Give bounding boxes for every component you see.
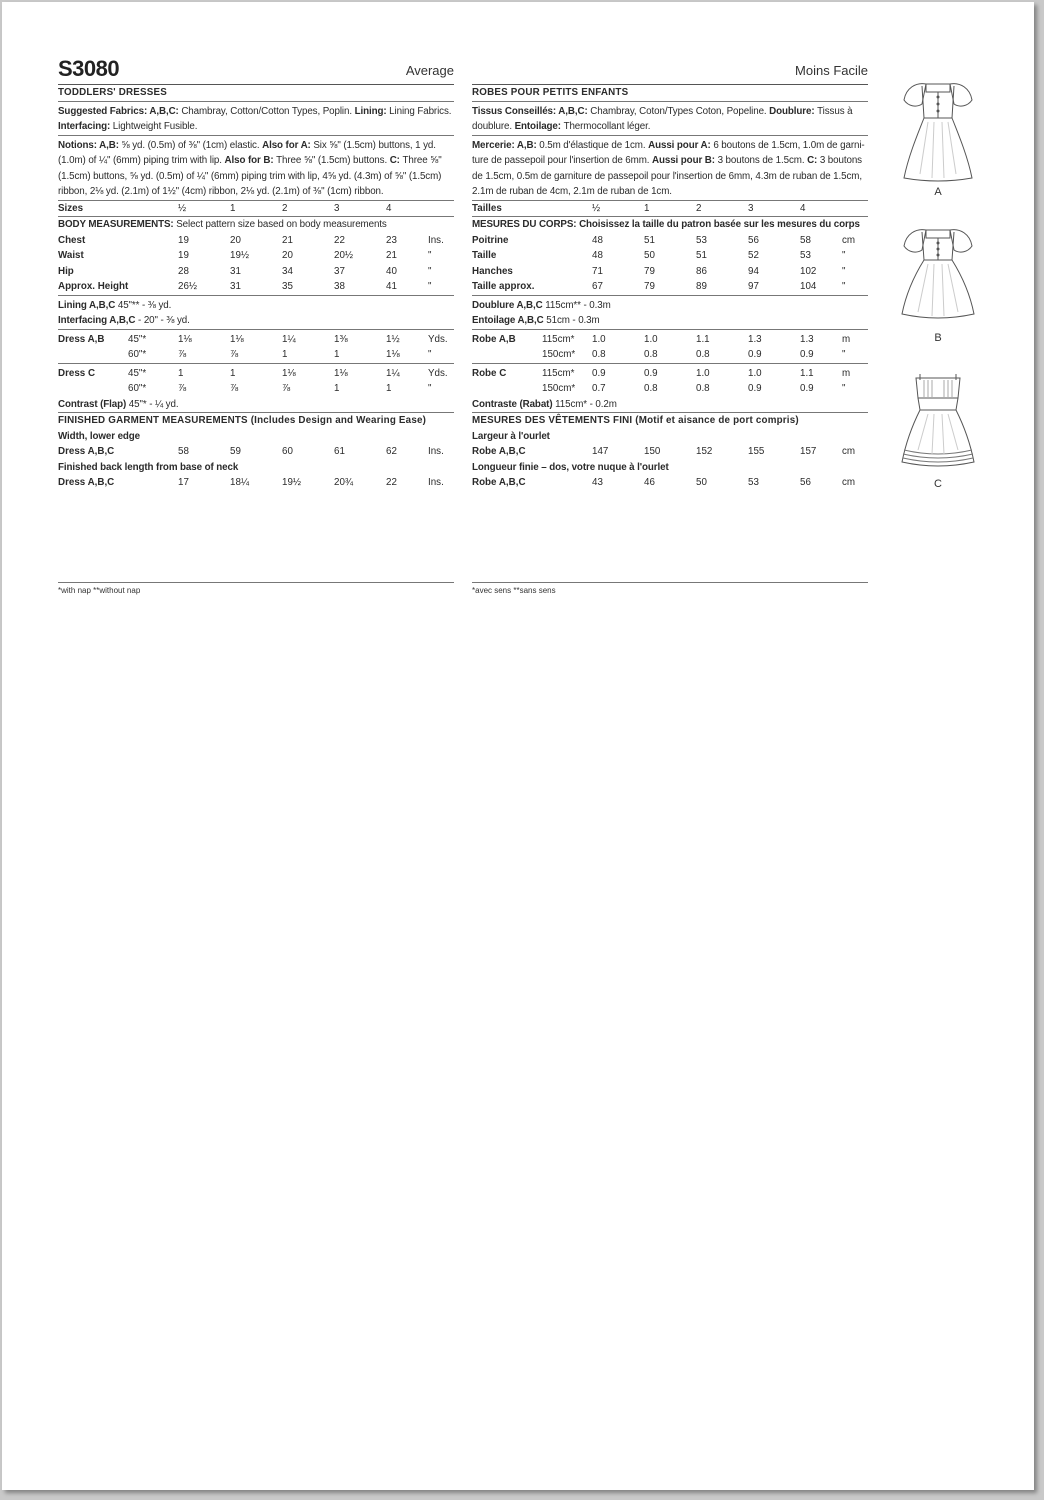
dress-ab-yardage <box>58 330 454 364</box>
width-row <box>58 444 454 460</box>
cell-value: ⅞ <box>230 349 239 360</box>
cell-value: 71 <box>592 265 603 277</box>
cell-value: 21 <box>386 250 397 261</box>
yardage-row <box>58 381 454 397</box>
dress-c-rows <box>472 366 868 397</box>
finished-row <box>58 444 454 460</box>
cell-value: 1⅜ <box>334 333 348 345</box>
fabric-width: 45"* <box>128 367 147 379</box>
finished-caption: MESURES DES VÊTEMENTS FINI (Motif et aisance de port compris) <box>472 415 799 426</box>
cell-value: 1.3 <box>748 333 762 345</box>
header <box>472 50 868 85</box>
cell-value: 2 <box>696 202 702 214</box>
cell-value: 0.8 <box>644 349 658 360</box>
text-line: ribbon, 2⅛ yd. (2.1m) of 1½" (4cm) ribbon, 2⅛ yd. (2.1m) of ⅜" (1cm) ribbon. <box>58 186 384 197</box>
row-label: Taille <box>472 250 497 261</box>
cell-value: 20 <box>282 250 293 261</box>
french-column <box>472 50 868 491</box>
lining-section <box>58 296 454 330</box>
body-rows <box>58 233 454 295</box>
cell-value: 79 <box>644 265 655 277</box>
cell-value: 94 <box>748 265 759 277</box>
cell-value: 61 <box>334 446 345 457</box>
cell-value: ⅞ <box>230 383 239 394</box>
cell-value: 1.0 <box>644 333 658 345</box>
row-label: Dress A,B,C <box>58 446 115 457</box>
cell-value: ½ <box>178 202 187 214</box>
yardage-row <box>472 381 868 397</box>
cell-value: 0.8 <box>592 349 606 360</box>
cell-value: 0.9 <box>644 367 658 379</box>
cell-value: 0.9 <box>748 383 762 394</box>
cell-value: 56 <box>800 477 811 488</box>
text-line: Notions: A,B: ⅝ yd. (0.5m) of ⅜" (1cm) elastic. Also for A: Six ⅝" (1.5cm) buttons, 1 yd. <box>58 139 436 151</box>
view-c-label: C <box>934 478 942 490</box>
dress-a-sketch <box>898 78 978 184</box>
cell-value: 37 <box>334 265 345 277</box>
difficulty-level: Moins Facile <box>795 63 868 78</box>
cell-value: 46 <box>644 477 655 488</box>
cell-value: 150 <box>644 446 661 457</box>
dress-c-yardage <box>58 364 454 414</box>
row-label: Dress A,B,C <box>58 477 115 488</box>
row-label: Robe A,B,C <box>472 446 526 457</box>
cell-value: 17 <box>178 477 189 488</box>
fabric-width: 45"* <box>128 333 147 345</box>
cell-value: 50 <box>696 477 707 488</box>
measurement-row <box>472 248 868 264</box>
unit: cm <box>842 234 856 246</box>
cell-value: 20¾ <box>334 477 354 488</box>
unit: " <box>842 281 846 292</box>
measurement-row <box>58 264 454 280</box>
cell-value: 1.1 <box>696 333 710 345</box>
cell-value: ⅞ <box>282 383 291 394</box>
unit: Yds. <box>428 367 448 379</box>
sizes-row <box>58 201 454 218</box>
cell-value: 102 <box>800 265 817 277</box>
cell-value: 58 <box>800 234 811 246</box>
cell-value: 48 <box>592 234 603 246</box>
yardage-row <box>58 366 454 382</box>
cell-value: 38 <box>334 281 345 292</box>
row-label: Sizes <box>58 202 84 214</box>
cell-value: 0.9 <box>592 367 606 379</box>
row-label: Dress A,B <box>58 333 105 345</box>
unit: " <box>428 265 432 277</box>
row-label: Robe A,B <box>472 333 516 345</box>
unit: " <box>842 250 846 261</box>
cell-value: 2 <box>282 202 288 214</box>
length-caption: Longueur finie – dos, votre nuque à l'ourlet <box>472 461 669 473</box>
cell-value: 1 <box>282 349 288 360</box>
dress-ab-yardage <box>472 330 868 364</box>
cell-value: 89 <box>696 281 707 292</box>
cell-value: 1¼ <box>282 333 296 345</box>
measurement-row <box>472 264 868 280</box>
fabric-width: 150cm* <box>542 383 576 394</box>
dress-c-rows <box>58 366 454 397</box>
cell-value: 19 <box>178 234 189 246</box>
row-label: Taille approx. <box>472 281 535 292</box>
fabric-width: 150cm* <box>542 349 576 360</box>
finished-row <box>58 475 454 491</box>
unit: " <box>428 349 432 360</box>
cell-value: 20 <box>230 234 241 246</box>
sizes-row <box>472 201 868 218</box>
cell-value: 1⅛ <box>282 367 296 379</box>
width-caption: Width, lower edge <box>58 430 141 442</box>
cell-value: 62 <box>386 446 397 457</box>
cell-value: 157 <box>800 446 817 457</box>
yardage-row <box>472 347 868 363</box>
cell-value: 19½ <box>282 477 302 488</box>
text-line: 2.1m de ruban de 4cm, 2.1m de ruban de 1cm. <box>472 186 672 197</box>
cell-value: 3 <box>748 202 754 214</box>
cell-value: 4 <box>386 202 392 214</box>
row-label: Hanches <box>472 265 513 277</box>
measurement-row <box>472 279 868 295</box>
cell-value: 1.0 <box>696 367 710 379</box>
width-row <box>472 444 868 460</box>
cell-value: 50 <box>644 250 655 261</box>
cell-value: 26½ <box>178 281 198 292</box>
section-title: ROBES POUR PETITS ENFANTS <box>472 85 868 102</box>
difficulty-level: Average <box>405 63 454 78</box>
row-label: Hip <box>58 265 74 277</box>
cell-value: 53 <box>748 477 759 488</box>
cell-value: 4 <box>800 202 806 214</box>
yardage-row <box>58 347 454 363</box>
text-line: de 1.5cm, 0.5m de garniture de passepoil pour l'insertion de 6mm, 4.3m de ruban de 1.5cm, <box>472 170 862 182</box>
cell-value: 0.8 <box>644 383 658 394</box>
notions-section <box>472 136 868 201</box>
fabric-width: 115cm* <box>542 333 575 345</box>
cell-value: 59 <box>230 446 241 457</box>
cell-value: 1.1 <box>800 367 814 379</box>
cell-value: ⅞ <box>178 349 187 360</box>
cell-value: 43 <box>592 477 603 488</box>
body-measurements <box>472 217 868 296</box>
cell-value: 19½ <box>230 250 250 261</box>
body-caption: MESURES DU CORPS: Choisissez la taille du patron basée sur les mesures du corps <box>472 219 860 230</box>
measurement-row <box>58 233 454 249</box>
cell-value: 53 <box>800 250 811 261</box>
row-label: Approx. Height <box>58 281 129 292</box>
cell-value: 23 <box>386 234 397 246</box>
cell-value: 0.9 <box>748 349 762 360</box>
cell-value: 1.3 <box>800 333 814 345</box>
cell-value: 3 <box>334 202 340 214</box>
body-measurements <box>58 217 454 296</box>
cell-value: 21 <box>282 234 293 246</box>
measurement-row <box>58 248 454 264</box>
cell-value: 56 <box>748 234 759 246</box>
fabric-width: 60"* <box>128 349 147 360</box>
cell-value: 22 <box>386 477 397 488</box>
finished-caption: FINISHED GARMENT MEASUREMENTS (Includes Design and Wearing Ease) <box>58 415 427 426</box>
cell-value: 1⅛ <box>386 349 400 360</box>
cell-value: 18¼ <box>230 477 250 488</box>
cell-value: 51 <box>696 250 707 261</box>
cell-value: 31 <box>230 281 241 292</box>
lining-line: Lining A,B,C 45"** - ⅜ yd. <box>58 299 172 311</box>
body-caption: BODY MEASUREMENTS: Select pattern size based on body measurements <box>58 219 387 230</box>
measurement-row <box>472 233 868 249</box>
text-line: (1.0m) of ¼" (6mm) piping trim with lip. Also for B: Three ⅝" (1.5cm) buttons. C: Three ⅝" <box>58 155 442 166</box>
unit: Yds. <box>428 333 448 345</box>
cell-value: ⅞ <box>178 383 187 394</box>
text-line: (1.5cm) buttons, ⅝ yd. (0.5m) of ¼" (6mm) piping trim with lip, 4⅝ yd. (4.3m) of ⅝" (1.5cm) <box>58 170 442 182</box>
cell-value: 31 <box>230 265 241 277</box>
fabrics-section <box>58 102 454 136</box>
interfacing-line: Interfacing A,B,C - 20" - ⅜ yd. <box>58 315 190 326</box>
unit: " <box>842 383 846 394</box>
text-line: ture de passepoil pour l'insertion de 6mm. Aussi pour B: 3 boutons de 1.5cm. C: 3 boutons <box>472 155 862 166</box>
unit: " <box>842 265 846 277</box>
cell-value: 0.9 <box>800 349 814 360</box>
width-caption: Largeur à l'ourlet <box>472 430 550 442</box>
cell-value: 86 <box>696 265 707 277</box>
cell-value: 79 <box>644 281 655 292</box>
unit: " <box>428 250 432 261</box>
cell-value: 1 <box>334 349 340 360</box>
length-row <box>58 475 454 491</box>
row-label: Robe C <box>472 367 507 379</box>
length-caption: Finished back length from base of neck <box>58 461 239 473</box>
cell-value: 147 <box>592 446 609 457</box>
length-row <box>472 475 868 491</box>
row-label: Tailles <box>472 202 502 214</box>
cell-value: 51 <box>644 234 655 246</box>
cell-value: 58 <box>178 446 189 457</box>
cell-value: 60 <box>282 446 293 457</box>
unit: " <box>842 349 846 360</box>
cell-value: 1⅛ <box>178 333 192 345</box>
unit: m <box>842 333 851 345</box>
cell-value: 34 <box>282 265 293 277</box>
unit: Ins. <box>428 234 444 246</box>
cell-value: 1.0 <box>592 333 606 345</box>
cell-value: 1⅛ <box>334 367 348 379</box>
finished-row <box>472 475 868 491</box>
dress-b-sketch <box>898 224 978 330</box>
cell-value: 0.8 <box>696 383 710 394</box>
contrast-line: Contraste (Rabat) 115cm* - 0.2m <box>472 398 617 410</box>
cell-value: 48 <box>592 250 603 261</box>
unit: " <box>428 281 432 292</box>
cell-value: 1 <box>230 367 236 379</box>
body-rows <box>472 233 868 295</box>
cell-value: 53 <box>696 234 707 246</box>
lining-line: Doublure A,B,C 115cm** - 0.3m <box>472 299 611 311</box>
cell-value: 1 <box>178 367 184 379</box>
text-line: doublure. Entoilage: Thermocollant léger. <box>472 121 651 132</box>
cell-value: 0.7 <box>592 383 606 394</box>
cell-value: 0.9 <box>800 383 814 394</box>
row-label: Robe A,B,C <box>472 477 526 488</box>
cell-value: 1 <box>644 202 650 214</box>
text-line: Tissus Conseillés: A,B,C: Chambray, Coton/Types Coton, Popeline. Doublure: Tissus à <box>472 105 853 117</box>
cell-value: 41 <box>386 281 397 292</box>
pattern-sheet <box>2 2 1034 1490</box>
cell-value: 40 <box>386 265 397 277</box>
cell-value: 52 <box>748 250 759 261</box>
footnote-fr: *avec sens **sans sens <box>472 582 868 595</box>
cell-value: 1.0 <box>748 367 762 379</box>
yardage-row <box>472 332 868 348</box>
fabrics-section <box>472 102 868 136</box>
yardage-row <box>472 366 868 382</box>
dress-c-yardage <box>472 364 868 414</box>
row-label: Poitrine <box>472 234 509 246</box>
cell-value: 155 <box>748 446 765 457</box>
cell-value: 1 <box>334 383 340 394</box>
cell-value: 1¼ <box>386 367 400 379</box>
unit: cm <box>842 477 856 488</box>
text-line: Suggested Fabrics: A,B,C: Chambray, Cotton/Cotton Types, Poplin. Lining: Lining Fabrics. <box>58 105 452 117</box>
cell-value: 28 <box>178 265 189 277</box>
row-label: Dress C <box>58 367 96 379</box>
lining-section <box>472 296 868 330</box>
text-line: Interfacing: Lightweight Fusible. <box>58 121 198 132</box>
cell-value: 1 <box>386 383 392 394</box>
view-b-label: B <box>934 332 942 344</box>
unit: Ins. <box>428 477 444 488</box>
finished-row <box>472 444 868 460</box>
section-title: TODDLERS' DRESSES <box>58 85 454 102</box>
cell-value: 152 <box>696 446 713 457</box>
unit: Ins. <box>428 446 444 457</box>
cell-value: ½ <box>592 202 601 214</box>
english-column <box>58 50 454 491</box>
cell-value: 0.8 <box>696 349 710 360</box>
cell-value: 22 <box>334 234 345 246</box>
header <box>58 50 454 85</box>
cell-value: 1½ <box>386 333 400 345</box>
cell-value: 67 <box>592 281 603 292</box>
cell-value: 35 <box>282 281 293 292</box>
text-line: Mercerie: A,B: 0.5m d'élastique de 1cm. Aussi pour A: 6 boutons de 1.5cm, 1.0m de garni- <box>472 139 865 151</box>
measurement-row <box>58 279 454 295</box>
cell-value: 97 <box>748 281 759 292</box>
fabric-width: 115cm* <box>542 367 575 379</box>
footnote-en: *with nap **without nap <box>58 582 454 595</box>
row-label: Chest <box>58 234 86 246</box>
dress-c-sketch <box>898 370 978 476</box>
fabric-width: 60"* <box>128 383 147 394</box>
contrast-line: Contrast (Flap) 45"* - ¼ yd. <box>58 398 179 410</box>
pattern-code: S3080 <box>58 56 120 81</box>
unit: m <box>842 367 851 379</box>
yardage-row <box>58 332 454 348</box>
cell-value: 104 <box>800 281 817 292</box>
notions-section <box>58 136 454 201</box>
cell-value: 20½ <box>334 250 354 261</box>
interfacing-line: Entoilage A,B,C 51cm - 0.3m <box>472 315 600 326</box>
row-label: Waist <box>58 250 84 261</box>
cell-value: 19 <box>178 250 189 261</box>
unit: cm <box>842 446 856 457</box>
view-a-label: A <box>934 186 942 198</box>
cell-value: 1 <box>230 202 236 214</box>
unit: " <box>428 383 432 394</box>
cell-value: 1⅛ <box>230 333 244 345</box>
